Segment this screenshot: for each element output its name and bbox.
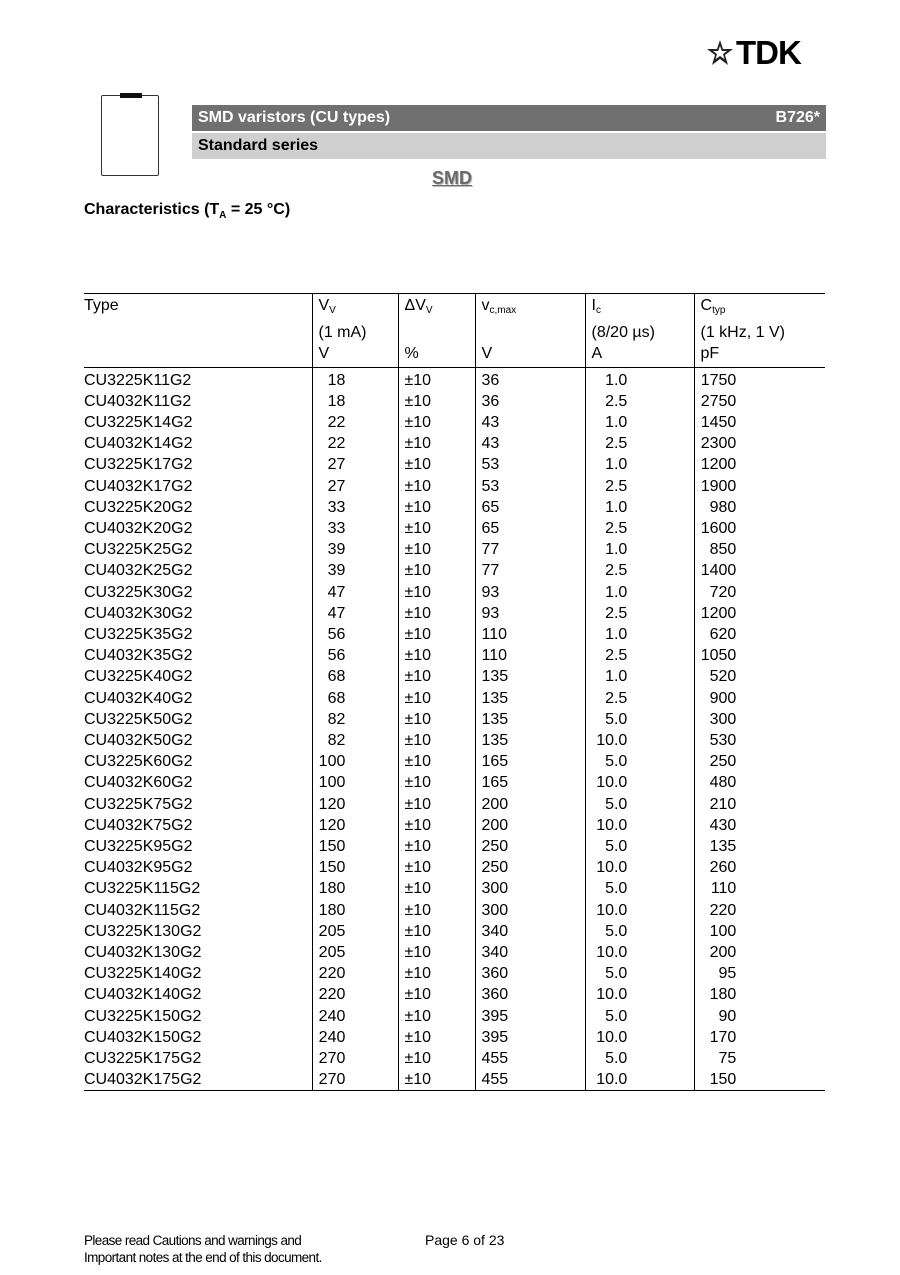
table-cell: 395	[475, 1006, 585, 1027]
table-row	[84, 454, 825, 475]
table-row	[84, 921, 825, 942]
table-cell: 360	[475, 984, 585, 1005]
table-cell: ±10	[398, 857, 475, 878]
table-cell: 850	[694, 539, 825, 560]
table-cell: 2.5	[585, 518, 694, 539]
column-header: Ctyp (1 kHz, 1 V) pF	[694, 294, 825, 368]
table-cell: 210	[694, 794, 825, 815]
table-cell: 520	[694, 666, 825, 687]
table-cell: 39	[312, 560, 398, 581]
table-row	[84, 518, 825, 539]
table-cell: 1200	[694, 454, 825, 475]
table-row	[84, 624, 825, 645]
table-cell: ±10	[398, 582, 475, 603]
table-cell: ±10	[398, 624, 475, 645]
table-cell: 56	[312, 624, 398, 645]
table-cell: 10.0	[585, 1069, 694, 1091]
column-header: VV (1 mA) V	[312, 294, 398, 368]
logo-text: TDK	[736, 34, 801, 71]
table-cell: 5.0	[585, 878, 694, 899]
table-cell: 5.0	[585, 794, 694, 815]
table-cell: ±10	[398, 730, 475, 751]
table-cell: ±10	[398, 476, 475, 497]
table-cell: CU4032K140G2	[84, 986, 202, 1004]
table-cell: ±10	[398, 1069, 475, 1091]
column-header: Type	[84, 297, 119, 314]
component-outline-icon	[101, 95, 159, 176]
table-row	[84, 412, 825, 433]
table-cell: 1050	[694, 645, 825, 666]
table-cell: CU3225K60G2	[84, 753, 193, 771]
table-cell: 90	[694, 1006, 825, 1027]
table-cell: 300	[694, 709, 825, 730]
table-cell: CU4032K150G2	[84, 1028, 202, 1046]
table-cell: 22	[312, 433, 398, 454]
table-cell: 240	[312, 1027, 398, 1048]
table-cell: 1750	[694, 367, 825, 391]
table-cell: CU4032K60G2	[84, 774, 193, 792]
table-cell: 260	[694, 857, 825, 878]
table-cell: 10.0	[585, 857, 694, 878]
table-row	[84, 497, 825, 518]
table-row	[84, 1048, 825, 1069]
table-row	[84, 433, 825, 454]
table-cell: CU3225K17G2	[84, 456, 193, 474]
table-cell: 10.0	[585, 1027, 694, 1048]
table-cell: 56	[312, 645, 398, 666]
table-cell: 980	[694, 497, 825, 518]
table-cell: CU3225K115G2	[84, 880, 201, 898]
table-cell: ±10	[398, 1006, 475, 1027]
table-cell: CU3225K150G2	[84, 1007, 202, 1025]
title-bar	[192, 105, 826, 131]
table-cell: 135	[475, 688, 585, 709]
table-cell: 165	[475, 772, 585, 793]
table-cell: CU4032K95G2	[84, 859, 193, 877]
table-cell: 5.0	[585, 751, 694, 772]
table-row	[84, 815, 825, 836]
series-bar	[192, 133, 826, 159]
table-cell: 200	[475, 815, 585, 836]
table-cell: 5.0	[585, 836, 694, 857]
table-cell: 1.0	[585, 582, 694, 603]
table-cell: ±10	[398, 560, 475, 581]
table-row	[84, 688, 825, 709]
table-cell: 82	[312, 730, 398, 751]
table-cell: ±10	[398, 815, 475, 836]
table-cell: 110	[475, 645, 585, 666]
table-cell: CU3225K140G2	[84, 965, 202, 983]
table-row	[84, 582, 825, 603]
table-cell: 43	[475, 433, 585, 454]
table-cell: 170	[694, 1027, 825, 1048]
table-cell: 530	[694, 730, 825, 751]
table-cell: 65	[475, 518, 585, 539]
table-cell: 205	[312, 942, 398, 963]
table-cell: 10.0	[585, 900, 694, 921]
table-row	[84, 730, 825, 751]
table-cell: CU3225K40G2	[84, 668, 193, 686]
footer-note-line2: Important notes at the end of this document.	[84, 1250, 322, 1265]
table-cell: 53	[475, 454, 585, 475]
table-header-row	[84, 294, 825, 368]
table-cell: 2.5	[585, 645, 694, 666]
table-cell: ±10	[398, 772, 475, 793]
table-cell: 165	[475, 751, 585, 772]
characteristics-table	[84, 293, 825, 1091]
table-cell: 100	[312, 751, 398, 772]
table-cell: 100	[694, 921, 825, 942]
table-cell: 65	[475, 497, 585, 518]
table-cell: 43	[475, 412, 585, 433]
table-cell: 220	[694, 900, 825, 921]
table-cell: CU4032K75G2	[84, 816, 193, 834]
table-cell: 47	[312, 582, 398, 603]
table-cell: 68	[312, 666, 398, 687]
table-cell: 300	[475, 900, 585, 921]
table-cell: ±10	[398, 666, 475, 687]
table-cell: 27	[312, 454, 398, 475]
table-cell: CU3225K50G2	[84, 710, 193, 728]
table-row	[84, 645, 825, 666]
table-cell: 95	[694, 963, 825, 984]
table-row	[84, 391, 825, 412]
table-cell: CU4032K130G2	[84, 943, 202, 961]
table-cell: ±10	[398, 518, 475, 539]
table-cell: 10.0	[585, 984, 694, 1005]
table-cell: 2.5	[585, 560, 694, 581]
table-cell: 77	[475, 539, 585, 560]
table-cell: 1.0	[585, 367, 694, 391]
table-cell: 1.0	[585, 539, 694, 560]
table-cell: CU4032K40G2	[84, 689, 193, 707]
table-cell: 1600	[694, 518, 825, 539]
table-cell: 620	[694, 624, 825, 645]
table-cell: ±10	[398, 900, 475, 921]
table-cell: ±10	[398, 391, 475, 412]
table-cell: CU3225K95G2	[84, 837, 193, 855]
table-cell: ±10	[398, 412, 475, 433]
table-row	[84, 666, 825, 687]
table-cell: 135	[475, 666, 585, 687]
table-cell: CU4032K175G2	[84, 1071, 202, 1089]
table-cell: 220	[312, 984, 398, 1005]
table-cell: CU3225K14G2	[84, 413, 193, 431]
table-cell: 2750	[694, 391, 825, 412]
column-header: ΔVV %	[398, 294, 475, 368]
table-cell: 33	[312, 497, 398, 518]
table-cell: 1.0	[585, 666, 694, 687]
table-cell: 480	[694, 772, 825, 793]
table-cell: 200	[694, 942, 825, 963]
table-cell: ±10	[398, 1048, 475, 1069]
table-row	[84, 836, 825, 857]
table-cell: CU3225K175G2	[84, 1050, 202, 1067]
table-cell: 36	[475, 367, 585, 391]
table-cell: ±10	[398, 539, 475, 560]
table-cell: 150	[312, 836, 398, 857]
table-cell: CU3225K30G2	[84, 583, 193, 601]
table-cell: CU4032K14G2	[84, 435, 193, 453]
table-cell: 18	[312, 367, 398, 391]
table-cell: 270	[312, 1048, 398, 1069]
table-cell: 93	[475, 582, 585, 603]
table-cell: 150	[694, 1069, 825, 1091]
table-row	[84, 942, 825, 963]
table-row	[84, 751, 825, 772]
table-cell: 2.5	[585, 603, 694, 624]
table-cell: 5.0	[585, 1006, 694, 1027]
table-cell: CU4032K115G2	[84, 901, 201, 919]
table-row	[84, 900, 825, 921]
footer-note	[84, 1232, 322, 1266]
table-cell: 1.0	[585, 497, 694, 518]
table-row	[84, 794, 825, 815]
table-cell: 75	[694, 1048, 825, 1069]
tdk-logo-icon	[706, 39, 734, 67]
table-cell: 2.5	[585, 476, 694, 497]
series-label: Standard series	[198, 137, 319, 154]
table-cell: 240	[312, 1006, 398, 1027]
table-cell: 1.0	[585, 412, 694, 433]
table-cell: 5.0	[585, 921, 694, 942]
table-cell: ±10	[398, 709, 475, 730]
table-row	[84, 984, 825, 1005]
table-cell: 82	[312, 709, 398, 730]
table-cell: ±10	[398, 751, 475, 772]
table-cell: ±10	[398, 1027, 475, 1048]
table-cell: 360	[475, 963, 585, 984]
table-row	[84, 772, 825, 793]
table-cell: 395	[475, 1027, 585, 1048]
table-cell: 1450	[694, 412, 825, 433]
table-cell: CU4032K50G2	[84, 731, 193, 749]
table-cell: ±10	[398, 921, 475, 942]
table-cell: 1900	[694, 476, 825, 497]
footer-note-line1: Please read Cautions and warnings and	[84, 1233, 302, 1248]
column-header: vc,max V	[475, 294, 585, 368]
table-cell: 220	[312, 963, 398, 984]
table-cell: 150	[312, 857, 398, 878]
doc-code: B726*	[775, 109, 820, 126]
table-cell: ±10	[398, 454, 475, 475]
table-cell: 10.0	[585, 772, 694, 793]
table-row	[84, 1027, 825, 1048]
tdk-logo	[706, 34, 826, 71]
table-cell: 110	[694, 878, 825, 899]
table-cell: CU3225K25G2	[84, 541, 193, 559]
table-cell: 455	[475, 1069, 585, 1091]
table-row	[84, 963, 825, 984]
table-cell: 120	[312, 794, 398, 815]
table-cell: ±10	[398, 963, 475, 984]
table-cell: 33	[312, 518, 398, 539]
table-cell: ±10	[398, 603, 475, 624]
table-row	[84, 878, 825, 899]
table-cell: 180	[312, 900, 398, 921]
table-cell: 2.5	[585, 391, 694, 412]
table-cell: CU3225K35G2	[84, 625, 193, 643]
table-cell: 27	[312, 476, 398, 497]
table-cell: 200	[475, 794, 585, 815]
table-cell: ±10	[398, 645, 475, 666]
table-cell: 900	[694, 688, 825, 709]
table-cell: 5.0	[585, 963, 694, 984]
table-row	[84, 1069, 825, 1091]
table-cell: 5.0	[585, 1048, 694, 1069]
table-cell: 250	[694, 751, 825, 772]
table-row	[84, 560, 825, 581]
table-cell: 77	[475, 560, 585, 581]
table-cell: 180	[312, 878, 398, 899]
table-cell: ±10	[398, 433, 475, 454]
table-cell: 2.5	[585, 433, 694, 454]
table-cell: ±10	[398, 984, 475, 1005]
table-cell: CU3225K75G2	[84, 795, 193, 813]
table-cell: ±10	[398, 836, 475, 857]
table-cell: CU4032K25G2	[84, 562, 193, 580]
table-cell: ±10	[398, 497, 475, 518]
table-cell: 135	[694, 836, 825, 857]
table-row	[84, 476, 825, 497]
table-cell: 53	[475, 476, 585, 497]
table-cell: 205	[312, 921, 398, 942]
table-row	[84, 1006, 825, 1027]
table-cell: 340	[475, 921, 585, 942]
table-cell: 1.0	[585, 454, 694, 475]
table-cell: 430	[694, 815, 825, 836]
table-row	[84, 857, 825, 878]
table-cell: CU3225K11G2	[84, 371, 192, 389]
table-cell: 270	[312, 1069, 398, 1091]
table-cell: 36	[475, 391, 585, 412]
table-row	[84, 709, 825, 730]
table-cell: ±10	[398, 878, 475, 899]
table-cell: 250	[475, 857, 585, 878]
table-row	[84, 539, 825, 560]
table-cell: CU4032K30G2	[84, 604, 193, 622]
table-cell: CU4032K17G2	[84, 477, 193, 495]
table-cell: 720	[694, 582, 825, 603]
table-cell: 340	[475, 942, 585, 963]
table-row	[84, 367, 825, 391]
smd-label: SMD	[432, 168, 472, 188]
table-cell: CU4032K20G2	[84, 519, 193, 537]
column-header: Ic (8/20 µs) A	[585, 294, 694, 368]
table-cell: 455	[475, 1048, 585, 1069]
table-cell: 250	[475, 836, 585, 857]
table-cell: 100	[312, 772, 398, 793]
table-cell: 1.0	[585, 624, 694, 645]
section-title: Characteristics ($T_A = 25$ °C)	[84, 201, 291, 222]
table-cell: ±10	[398, 794, 475, 815]
table-cell: 5.0	[585, 709, 694, 730]
table-cell: 1400	[694, 560, 825, 581]
table-cell: CU3225K20G2	[84, 498, 193, 516]
table-cell: 1200	[694, 603, 825, 624]
table-cell: 2.5	[585, 688, 694, 709]
table-cell: 10.0	[585, 942, 694, 963]
table-cell: CU4032K11G2	[84, 392, 192, 410]
table-cell: 47	[312, 603, 398, 624]
table-cell: CU4032K35G2	[84, 647, 193, 665]
table-cell: 110	[475, 624, 585, 645]
doc-title: SMD varistors (CU types)	[198, 109, 391, 126]
table-cell: ±10	[398, 942, 475, 963]
table-cell: 68	[312, 688, 398, 709]
table-cell: 120	[312, 815, 398, 836]
component-lead	[120, 93, 142, 98]
table-cell: 22	[312, 412, 398, 433]
table-cell: 10.0	[585, 815, 694, 836]
table-cell: ±10	[398, 688, 475, 709]
table-cell: 2300	[694, 433, 825, 454]
table-cell: 180	[694, 984, 825, 1005]
table-cell: 135	[475, 709, 585, 730]
page-number: Page 6 of 23	[425, 1232, 505, 1248]
table-row	[84, 603, 825, 624]
table-cell: 10.0	[585, 730, 694, 751]
table-cell: 135	[475, 730, 585, 751]
table-cell: 18	[312, 391, 398, 412]
table-cell: 93	[475, 603, 585, 624]
table-cell: 300	[475, 878, 585, 899]
table-cell: CU3225K130G2	[84, 922, 202, 940]
table-cell: ±10	[398, 367, 475, 391]
table-cell: 39	[312, 539, 398, 560]
